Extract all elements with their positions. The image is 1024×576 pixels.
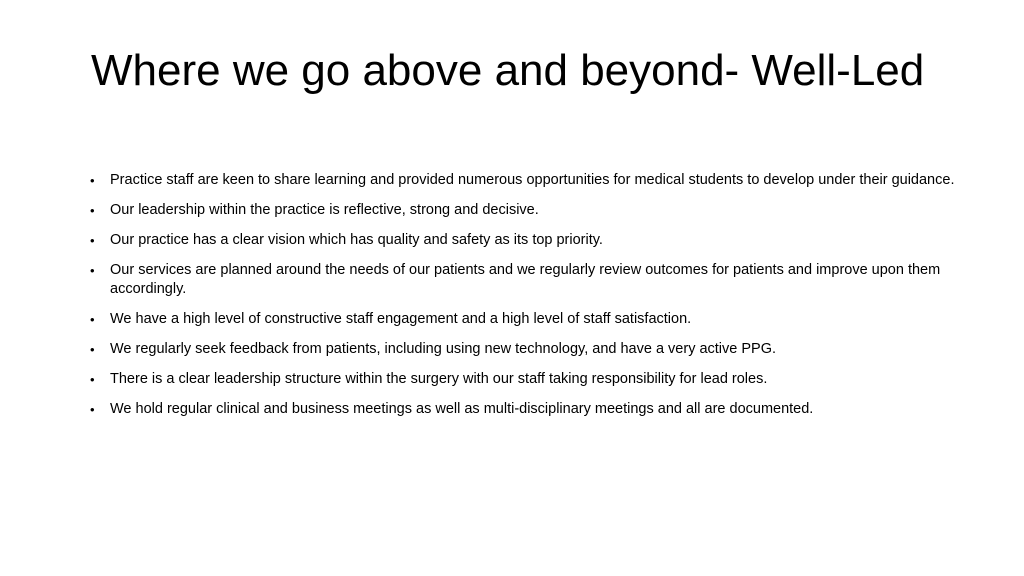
bullet-text: Practice staff are keen to share learning and provided numerous opportunities for medical students to develop under their guidance. (110, 172, 955, 188)
bullet-item-7 (90, 370, 960, 389)
bullet-text: Our practice has a clear vision which has quality and safety as its top priority. (110, 232, 603, 248)
bullet-text: There is a clear leadership structure within the surgery with our staff taking responsibility for lead roles. (110, 371, 768, 387)
bullet-icon: • (90, 233, 95, 248)
bullet-item-8 (90, 400, 960, 419)
bullet-text: We hold regular clinical and business meetings as well as multi-disciplinary meetings and all are documented. (110, 401, 814, 417)
bullet-icon: • (90, 372, 95, 387)
bullet-list (90, 171, 960, 430)
bullet-text: Our leadership within the practice is reflective, strong and decisive. (110, 202, 539, 218)
bullet-item-4 (90, 261, 960, 299)
bullet-text: We have a high level of constructive staff engagement and a high level of staff satisfaction. (110, 311, 692, 327)
bullet-text: We regularly seek feedback from patients, including using new technology, and have a very active PPG. (110, 341, 777, 357)
slide-title: Where we go above and beyond- Well-Led (91, 46, 925, 95)
bullet-item-6 (90, 340, 960, 359)
bullet-item-3 (90, 231, 960, 250)
bullet-item-5 (90, 310, 960, 329)
bullet-icon: • (90, 312, 95, 327)
bullet-item-2 (90, 201, 960, 220)
bullet-icon: • (90, 173, 95, 188)
bullet-icon: • (90, 402, 95, 417)
bullet-icon: • (90, 263, 95, 278)
bullet-icon: • (90, 342, 95, 357)
bullet-item-1 (90, 171, 960, 190)
bullet-text: Our services are planned around the needs of our patients and we regularly review outcomes for patients and improve upon them accordingly. (110, 262, 941, 297)
bullet-icon: • (90, 203, 95, 218)
